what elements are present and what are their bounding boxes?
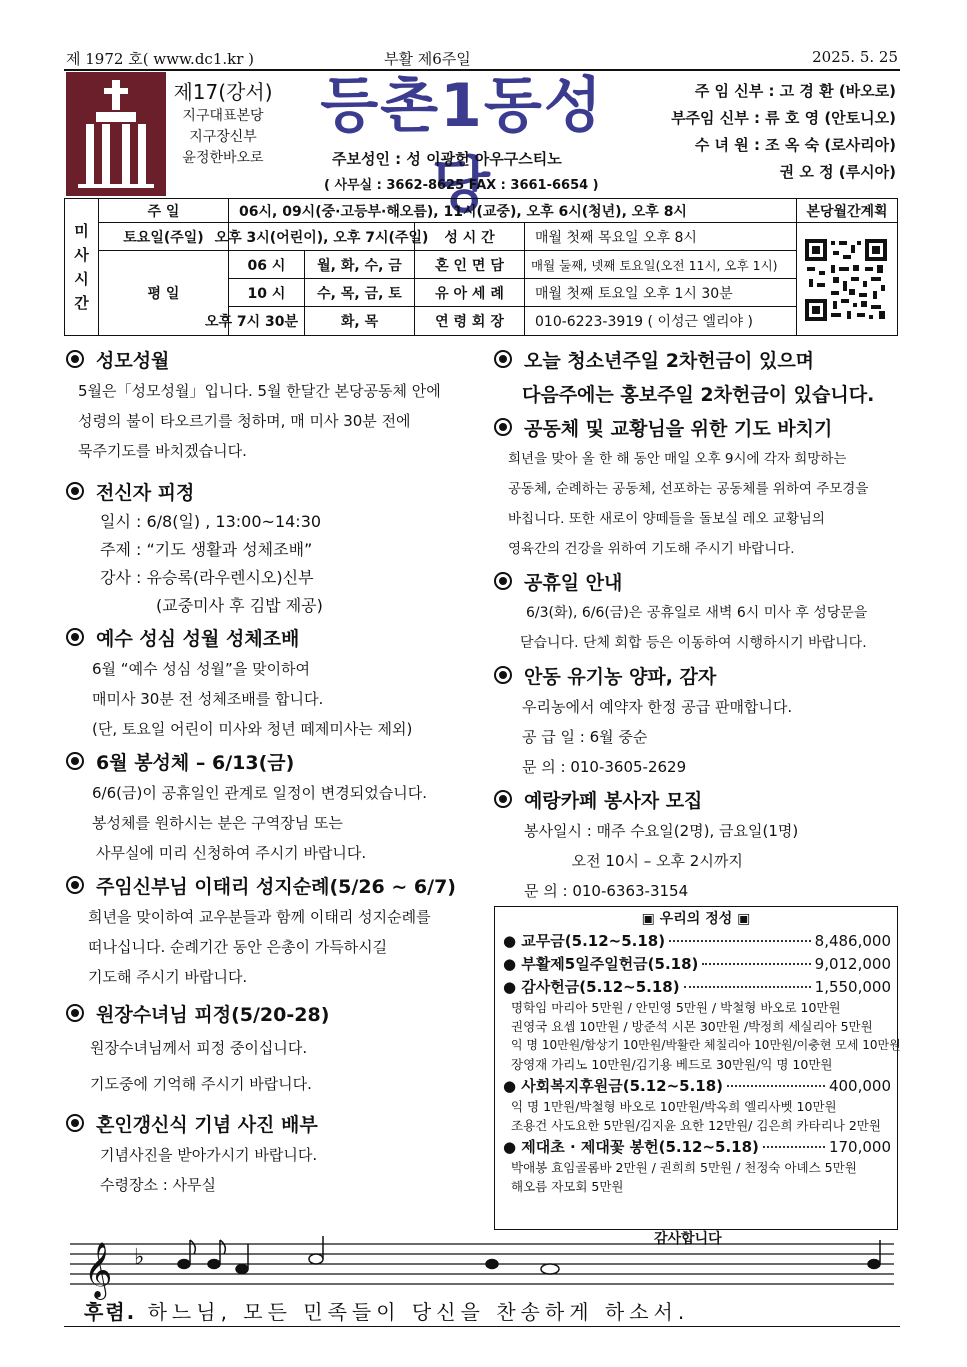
- notice-title: 오늘 청소년주일 2차헌금이 있으며: [524, 349, 815, 372]
- weekday-time: 06 시: [229, 251, 305, 279]
- notice-line: 봉성체를 원하시는 분은 구역장님 또는: [92, 814, 343, 832]
- notice-title: 예랑카페 봉사자 모집: [524, 789, 703, 812]
- bullet-icon: [66, 752, 84, 770]
- weekday-days: 화, 목: [305, 307, 415, 335]
- district-info: [168, 78, 278, 169]
- clergy-row: 수 녀 원 : 조 옥 숙 (로사리아): [694, 136, 896, 154]
- notice-line: 기도해 주시기 바랍니다.: [88, 968, 248, 986]
- event-value: 매월 첫째 목요일 오후 8시: [525, 223, 797, 251]
- notice-line: 사무실에 미리 신청하여 주시기 바랍니다.: [96, 844, 367, 862]
- qr-code[interactable]: [803, 237, 889, 323]
- notice-title: 주임신부님 이태리 성지순례(5/26 ~ 6/7): [96, 875, 456, 898]
- notice-section: [64, 342, 484, 466]
- mass-label-char: 간: [74, 294, 89, 312]
- bullet-icon: [494, 350, 512, 368]
- district-name: 제17(강서): [173, 80, 273, 104]
- bullet-icon: [66, 1114, 84, 1132]
- notice-section: [492, 658, 900, 782]
- notice-title-continued: 다음주에는 홍보주일 2차헌금이 있습니다.: [522, 383, 875, 406]
- offering-item: [495, 975, 897, 998]
- notice-heading: [64, 1106, 484, 1140]
- offering-label: ● 감사헌금(5.12~5.18): [503, 978, 680, 996]
- notice-heading: [64, 868, 484, 902]
- weekday-time: 오후 7시 30분: [199, 307, 305, 335]
- issue-bar: [66, 48, 898, 68]
- notice-heading: [64, 996, 484, 1030]
- notice-line: 기념사진을 받아가시기 바랍니다.: [100, 1146, 318, 1164]
- offering-amount: 400,000: [828, 1076, 891, 1095]
- notice-line: (교중미사 후 김밥 제공): [156, 596, 323, 615]
- leader-dots: [763, 1146, 825, 1148]
- notice-line: 바칩니다. 또한 새로이 양떼들을 돌보실 레오 교황님의: [508, 511, 825, 527]
- weekday-days: 월, 화, 수, 금: [305, 251, 415, 279]
- notice-heading: [492, 658, 900, 692]
- issue-date: 2025. 5. 25: [812, 48, 898, 66]
- notice-title: 원장수녀님 피정(5/20-28): [96, 1003, 330, 1026]
- event-label: 연 령 회 장: [415, 307, 525, 335]
- clergy-row: 권 오 정 (루시아): [779, 163, 896, 181]
- notice-title: 전신자 피정: [96, 481, 195, 504]
- clergy-list: [630, 78, 896, 186]
- monthly-plan-label: 본당월간계획: [797, 199, 897, 223]
- notice-title: 공휴일 안내: [524, 571, 623, 594]
- notice-section: [64, 996, 484, 1102]
- mass-schedule-table: [64, 198, 898, 336]
- notice-line: 강사 : 유승록(라우렌시오)신부: [100, 568, 314, 587]
- notice-line: 오전 10시 – 오후 2시까지: [524, 852, 743, 870]
- notice-heading: [492, 342, 900, 376]
- notice-line: 희년을 맞이하여 교우분들과 함께 이태리 성지순례를: [88, 908, 431, 926]
- issue-number: 제 1972 호( www.dc1.kr ): [66, 50, 255, 68]
- offering-donors: 조용건 사도요한 5만원/김지윤 요한 12만원/ 김은희 카타리나 2만원: [511, 1118, 881, 1133]
- notice-line: 공동체, 순례하는 공동체, 선포하는 공동체를 위하여 주모경을: [508, 481, 869, 497]
- notice-line: 봉사일시 : 매주 수요일(2명), 금요일(1명): [524, 822, 799, 840]
- sunday-label: 주 일: [99, 199, 229, 223]
- notice-line: 6월 “예수 성심 성월”을 맞이하여: [92, 660, 311, 678]
- notice-line: 문 의 : 010-3605-2629: [522, 758, 687, 776]
- notice-line: 희년을 맞아 올 한 해 동안 매일 오후 9시에 각자 희망하는: [508, 451, 847, 467]
- notice-section: [64, 620, 484, 744]
- notice-line: 일시 : 6/8(일) , 13:00~14:30: [100, 512, 322, 531]
- event-label: 성 시 간: [415, 223, 525, 251]
- offering-donors: 명학임 마리아 5만원 / 안민영 5만원 / 박철형 바오로 10만원: [511, 1000, 841, 1015]
- notice-title: 예수 성심 성월 성체조배: [96, 627, 300, 650]
- bullet-icon: [494, 666, 512, 684]
- notice-section: [492, 410, 900, 564]
- offering-box: [494, 906, 901, 1230]
- offering-item: [495, 1135, 897, 1158]
- bullet-icon: [66, 628, 84, 646]
- leader-dots: [669, 940, 811, 942]
- sunday-times: 06시, 09시(중·고등부·해오름), 11시(교중), 오후 6시(청년), 오후 8시: [229, 199, 797, 223]
- refrain: [84, 1296, 689, 1325]
- event-value: 매월 둘째, 넷째 토요일(오전 11시, 오후 1시): [525, 251, 797, 279]
- liturgical-week: 부활 제6주일: [384, 50, 471, 68]
- office-contact: ( 사무실 : 3662-8625 FAX : 3661-6654 ): [324, 178, 599, 193]
- svg-text:♭: ♭: [134, 1245, 145, 1270]
- mass-times-label: [65, 199, 99, 335]
- notice-line: 수령장소 : 사무실: [100, 1176, 217, 1194]
- offering-title: ▣ 우리의 정성 ▣: [641, 911, 751, 927]
- bullet-icon: [494, 572, 512, 590]
- bullet-icon: [66, 1004, 84, 1022]
- refrain-label: 후렴.: [84, 1300, 137, 1324]
- notice-line: 주제 : “기도 생활과 성체조배”: [100, 540, 313, 559]
- bottom-rule: [64, 1326, 900, 1327]
- bullet-icon: [66, 482, 84, 500]
- offering-donors: 장영재 가리노 10만원/김기용 베드로 30만원/익 명 10만원: [511, 1057, 833, 1072]
- music-notation-icon: [64, 1230, 900, 1300]
- offering-label: ● 부활제5일주일헌금(5.18): [503, 955, 699, 973]
- notice-line: 원장수녀님께서 피정 중이십니다.: [90, 1039, 308, 1057]
- notice-line: 기도중에 기억해 주시기 바랍니다.: [90, 1075, 312, 1093]
- notice-heading: [64, 474, 484, 508]
- offering-donors: 권영국 요셉 10만원 / 방준석 시몬 30만원 /박정희 세실리아 5만원: [511, 1019, 873, 1034]
- thanks-text: 감사합니다: [654, 1231, 722, 1247]
- notice-section: [492, 564, 900, 658]
- district-chief: 지구장신부: [189, 129, 257, 145]
- offering-item: [495, 952, 897, 975]
- notice-section: [64, 868, 484, 992]
- notice-heading: [492, 410, 900, 444]
- bullet-icon: [66, 876, 84, 894]
- district-rep: 지구대표본당: [182, 108, 264, 124]
- notice-line: 매미사 30분 전 성체조배를 합니다.: [92, 690, 324, 708]
- notice-heading: [64, 744, 484, 778]
- offering-donors: 박애봉 효임골롬바 2만원 / 권희희 5만원 / 천정숙 아녜스 5만원: [511, 1160, 857, 1175]
- notice-line: 5월은「성모성월」입니다. 5월 한달간 본당공동체 안에: [78, 382, 441, 400]
- clergy-row: 주 임 신부 : 고 경 환 (바오로): [694, 82, 896, 100]
- offering-amount: 1,550,000: [814, 977, 891, 996]
- notice-heading: [64, 342, 484, 376]
- notice-line: 닫습니다. 단체 회합 등은 이동하여 시행하시기 바랍니다.: [520, 635, 867, 651]
- qr-code-icon: [803, 237, 889, 323]
- notice-line: 떠나십니다. 순례기간 동안 은총이 가득하시길: [88, 938, 388, 956]
- notice-line: 성령의 불이 타오르기를 청하며, 매 미사 30분 전에: [78, 412, 411, 430]
- mass-label-char: 사: [74, 246, 89, 264]
- notice-heading: [492, 564, 900, 598]
- weekday-days: 수, 목, 금, 토: [305, 279, 415, 307]
- notice-title: 성모성월: [96, 349, 170, 372]
- event-value: 010-6223-3919 ( 이성근 엘리야 ): [525, 307, 797, 335]
- offering-donors: 해오름 자모회 5만원: [511, 1179, 624, 1194]
- notice-title: 6월 봉성체 – 6/13(금): [96, 751, 295, 774]
- notice-heading: [64, 620, 484, 654]
- offering-amount: 170,000: [828, 1137, 891, 1156]
- clergy-row: 부주임 신부 : 류 호 영 (안토니오): [671, 109, 896, 127]
- church-logo: [66, 72, 166, 196]
- parish-title: 등촌1동성당: [320, 71, 604, 221]
- saturday-label: 토요일(주일): [99, 223, 229, 251]
- refrain-text: 하느님, 모든 민족들이 당신을 찬송하게 하소서.: [147, 1300, 690, 1324]
- right-column: [492, 342, 900, 906]
- notice-line: 문 의 : 010-6363-3154: [524, 882, 689, 900]
- mass-label-char: 시: [74, 270, 89, 288]
- offering-donors: 익 명 1만원/박철형 바오로 10만원/박옥희 엘리사벳 10만원: [511, 1099, 837, 1114]
- mass-label-char: 미: [74, 222, 89, 240]
- notice-line: 영육간의 건강을 위하여 기도해 주시기 바랍니다.: [508, 541, 795, 557]
- bullet-icon: [494, 790, 512, 808]
- offering-item: [495, 1074, 897, 1097]
- notice-heading: [492, 782, 900, 816]
- patron-saint: 주보성인 : 성 이광헌 아우구스티노: [332, 150, 562, 168]
- offering-label: ● 제대초 · 제대꽃 봉헌(5.12~5.18): [503, 1138, 759, 1156]
- notice-section: [492, 782, 900, 906]
- notice-line: 묵주기도를 바치겠습니다.: [78, 442, 247, 460]
- leader-dots: [684, 986, 811, 988]
- leader-dots: [702, 963, 810, 965]
- notice-title: 혼인갱신식 기념 사진 배부: [96, 1113, 318, 1136]
- left-column: [64, 342, 484, 1200]
- offering-label: ● 교무금(5.12~5.18): [503, 932, 666, 950]
- offering-label: ● 사회복지후원금(5.12~5.18): [503, 1077, 724, 1095]
- offering-item: [495, 929, 897, 952]
- offering-amount: 9,012,000: [814, 954, 891, 973]
- bullet-icon: [66, 350, 84, 368]
- weekday-label: 평 일: [99, 251, 229, 335]
- event-label: 혼 인 면 담: [415, 251, 525, 279]
- notice-section: [64, 744, 484, 868]
- event-label: 유 아 세 례: [415, 279, 525, 307]
- offering-amount: 8,486,000: [814, 931, 891, 950]
- notice-section: [64, 1106, 484, 1200]
- notice-line: 6/6(금)이 공휴일인 관계로 일정이 변경되었습니다.: [92, 784, 427, 802]
- notice-title: 안동 유기농 양파, 감자: [524, 665, 717, 688]
- weekday-time: 10 시: [229, 279, 305, 307]
- notice-line: (단, 토요일 어린이 미사와 청년 떼제미사는 제외): [92, 720, 413, 738]
- church-icon: [66, 72, 166, 196]
- notice-line: 우리농에서 예약자 한정 공급 판매합니다.: [522, 698, 793, 716]
- event-value: 매월 첫째 토요일 오후 1시 30분: [525, 279, 797, 307]
- district-chief-name: 윤정한바오로: [182, 150, 264, 166]
- notice-section: [64, 474, 484, 620]
- bullet-icon: [494, 418, 512, 436]
- notice-line: 6/3(화), 6/6(금)은 공휴일로 새벽 6시 미사 후 성당문을: [526, 605, 868, 621]
- notice-title: 공동체 및 교황님을 위한 기도 바치기: [524, 417, 833, 440]
- offering-donors: 익 명 10만원/함상기 10만원/박활란 체칠리아 10만원/이충현 모세 10만원: [511, 1038, 901, 1052]
- saturday-times: 오후 3시(어린이), 오후 7시(주일): [229, 223, 415, 251]
- notice-section: [492, 342, 900, 410]
- leader-dots: [727, 1085, 825, 1087]
- svg-text:𝄞: 𝄞: [84, 1242, 113, 1298]
- notice-line: 공 급 일 : 6월 중순: [522, 728, 648, 746]
